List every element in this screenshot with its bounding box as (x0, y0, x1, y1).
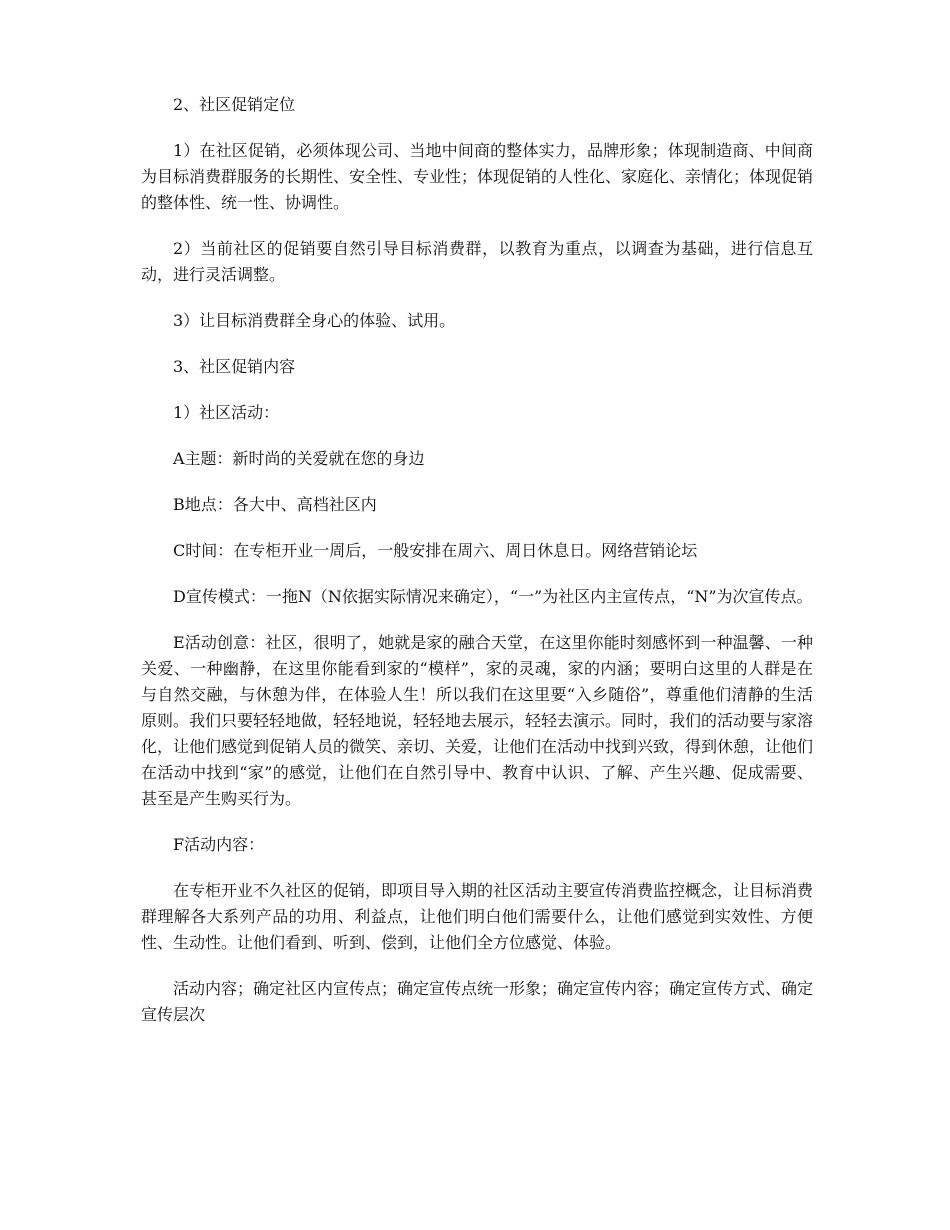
document-body (141, 92, 813, 1048)
heading-community-promotion-positioning: 2、社区促销定位 (173, 95, 296, 114)
paragraph-activity-description: 在专柜开业不久社区的促销，即项目导入期的社区活动主要宣传消费监控概念，让目标消费群理解各大系列产品的功用、利益点，让他们明白他们需要什么，让他们感觉到实效性、方便性、生动性。让他们看到、听到、偿到，让他们全方位感觉、体验。 (141, 881, 814, 952)
paragraph-positioning-point-1: 1）在社区促销，必须体现公司、当地中间商的整体实力，品牌形象；体现制造商、中间商为目标消费群服务的长期性、安全性、专业性；体现促销的人性化、家庭化、亲情化；体现促销的整体性、统一性、协调性。 (141, 141, 814, 212)
item-activity-idea: E活动创意：社区，很明了，她就是家的融合天堂，在这里你能时刻感怀到一种温馨、一种关爱、一种幽静，在这里你能看到家的“模样”，家的灵魂，家的内涵；要明白这里的人群是在与自然交融，与休憩为伴，在体验人生！所以我们在这里要“入乡随俗”，尊重他们清静的生活原则。我们只要轻轻地做，轻轻地说，轻轻地去展示，轻轻去演示。同时，我们的活动要与家溶化，让他们感觉到促销人员的微笑、亲切、关爱，让他们在活动中找到兴致，得到休憩，让他们在活动中找到“家”的感觉，让他们在自然引导中、教育中认识、了解、产生兴趣、促成需要、甚至是产生购买行为。 (141, 633, 814, 808)
item-theme: A主题：新时尚的关爱就在您的身边 (173, 449, 425, 468)
paragraph-positioning-point-3: 3）让目标消费群全身心的体验、试用。 (173, 311, 456, 330)
paragraph-activity-items: 活动内容；确定社区内宣传点；确定宣传点统一形象；确定宣传内容；确定宣传方式、确定宣传层次 (141, 979, 814, 1024)
paragraph-positioning-point-2: 2）当前社区的促销要自然引导目标消费群，以教育为重点，以调查为基础，进行信息互动，进行灵活调整。 (141, 239, 813, 284)
item-time: C时间：在专柜开业一周后，一般安排在周六、周日休息日。网络营销论坛 (173, 541, 698, 560)
item-activity-content-label: F活动内容： (173, 835, 265, 854)
item-location: B地点：各大中、高档社区内 (173, 495, 377, 514)
subheading-community-activity: 1）社区活动： (173, 403, 280, 422)
heading-community-promotion-content: 3、社区促销内容 (173, 357, 296, 376)
item-promotion-mode: D宣传模式：一拖N（N依据实际情况来确定），“一”为社区内主宣传点，“N”为次宣传点。 (173, 587, 813, 606)
